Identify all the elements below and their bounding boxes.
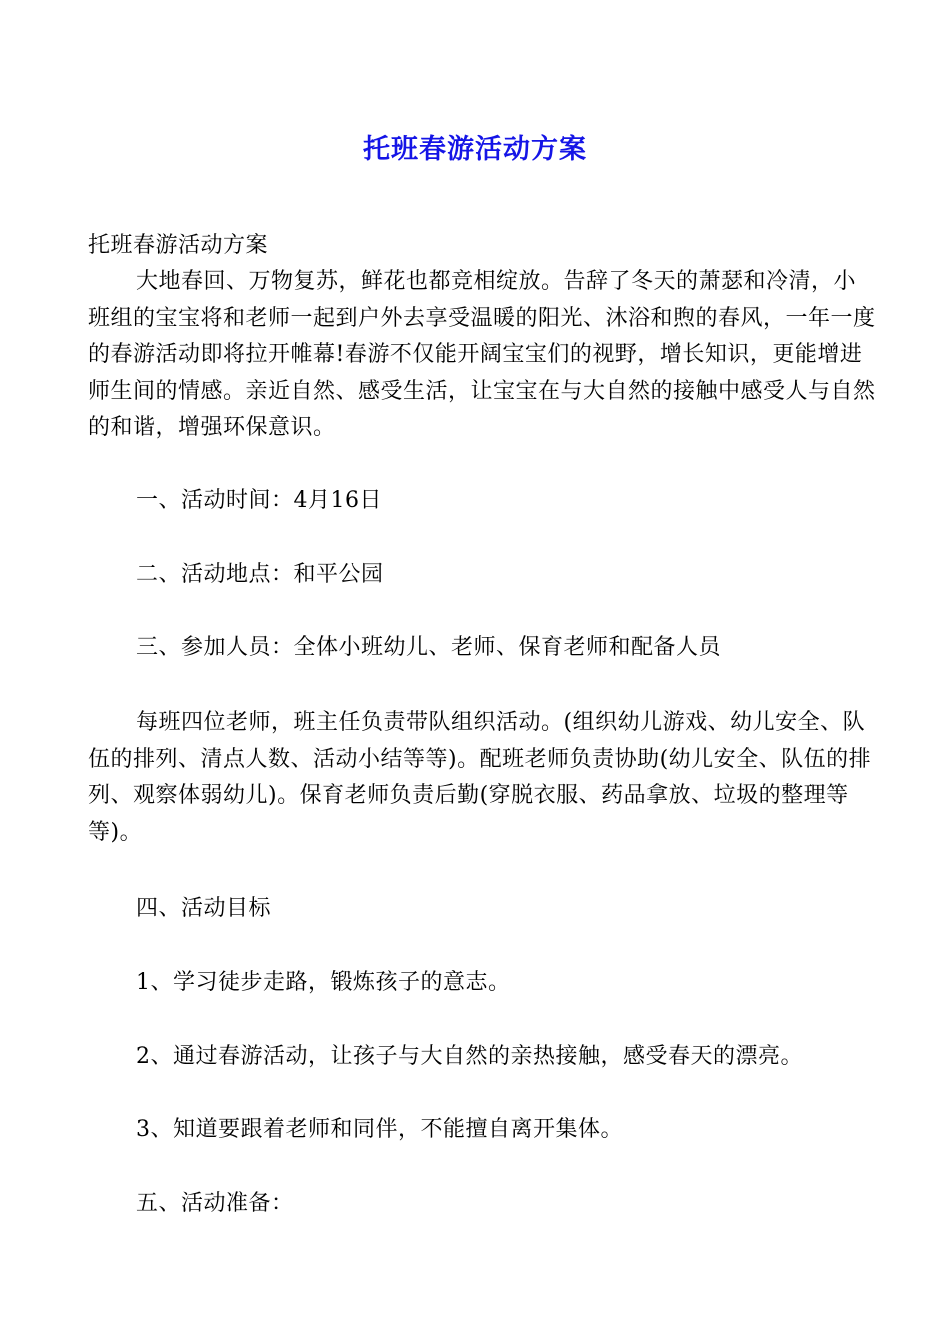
goal-item-2: 2、通过春游活动，让孩子与大自然的亲热接触，感受春天的漂亮。 bbox=[136, 1044, 803, 1069]
activity-time: 一、活动时间：4月16日 bbox=[136, 488, 382, 513]
activity-place: 二、活动地点：和平公园 bbox=[136, 562, 384, 587]
duties-paragraph: 每班四位老师，班主任负责带队组织活动。(组织幼儿游戏、幼儿安全、队伍的排列、清点人数、活动小结等等)。配班老师负责协助(幼儿安全、队伍的排列、观察体弱幼儿)。保育老师负责后勤(穿脱衣服、药品拿放、垃圾的整理等等)。 bbox=[88, 710, 872, 845]
activity-participants: 三、参加人员：全体小班幼儿、老师、保育老师和配备人员 bbox=[136, 635, 722, 660]
preparation-heading: 五、活动准备： bbox=[136, 1191, 294, 1216]
document-title: 托班春游活动方案 bbox=[363, 134, 587, 165]
goal-item-3: 3、知道要跟着老师和同伴，不能擅自离开集体。 bbox=[136, 1117, 623, 1142]
goals-heading: 四、活动目标 bbox=[136, 896, 272, 921]
goal-item-1: 1、学习徒步走路，锻炼孩子的意志。 bbox=[136, 970, 511, 995]
intro-paragraph: 大地春回、万物复苏，鲜花也都竞相绽放。告辞了冬天的萧瑟和冷清，小班组的宝宝将和老师一起到户外去享受温暖的阳光、沐浴和煦的春风，一年一度的春游活动即将拉开帷幕!春游不仅能开阔宝宝们的视野，增长知识，更能增进师生间的情感。亲近自然、感受生活，让宝宝在与大自然的接触中感受人与自然的和谐，增强环保意识。 bbox=[88, 269, 876, 440]
document-subtitle: 托班春游活动方案 bbox=[88, 233, 269, 258]
